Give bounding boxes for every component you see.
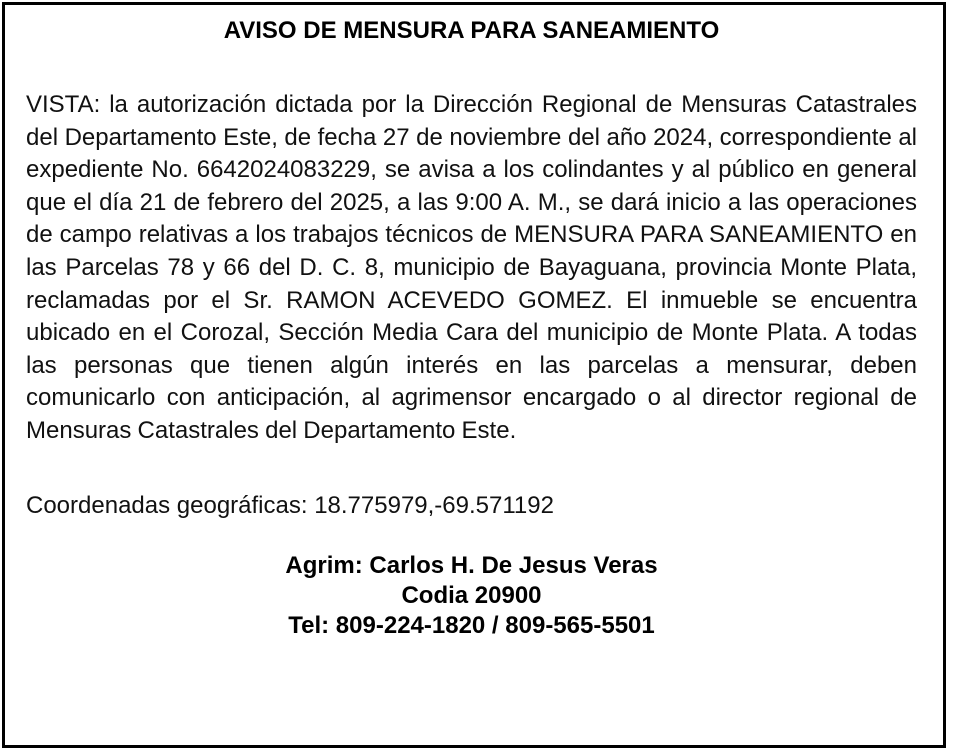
- notice-body: VISTA: la autorización dictada por la Dirección Regional de Mensuras Catastrales del Departamento Este, de fecha 27 de noviembre del año 2024, correspondiente al expediente No. 6642024083229, se avisa a los colindantes y al público en general que el día 21 de febrero del 2025, a las 9:00 A. M., se dará inicio a las operaciones de campo relativas a los trabajos técnicos de MENSURA PARA SANEAMIENTO en las Parcelas 78 y 66 del D. C. 8, municipio de Bayaguana, provincia Monte Plata, reclamadas por el Sr. RAMON ACEVEDO GOMEZ. El inmueble se encuentra ubicado en el Corozal, Sección Media Cara del municipio de Monte Plata. A todas las personas que tienen algún interés en las parcelas a mensurar, deben comunicarlo con anticipación, al agrimensor encargado o al director regional de Mensuras Catastrales del Departamento Este.: [26, 91, 917, 444]
- notice-box: [2, 2, 946, 748]
- notice-title: AVISO DE MENSURA PARA SANEAMIENTO: [223, 17, 720, 44]
- geographic-coordinates: Coordenadas geográficas: 18.775979,-69.571192: [26, 491, 554, 519]
- signature-block: [26, 551, 917, 641]
- codia-number: Codia 20900: [401, 581, 542, 609]
- surveyor-name: Agrim: Carlos H. De Jesus Veras: [285, 551, 658, 579]
- phone-numbers: Tel: 809-224-1820 / 809-565-5501: [288, 611, 655, 639]
